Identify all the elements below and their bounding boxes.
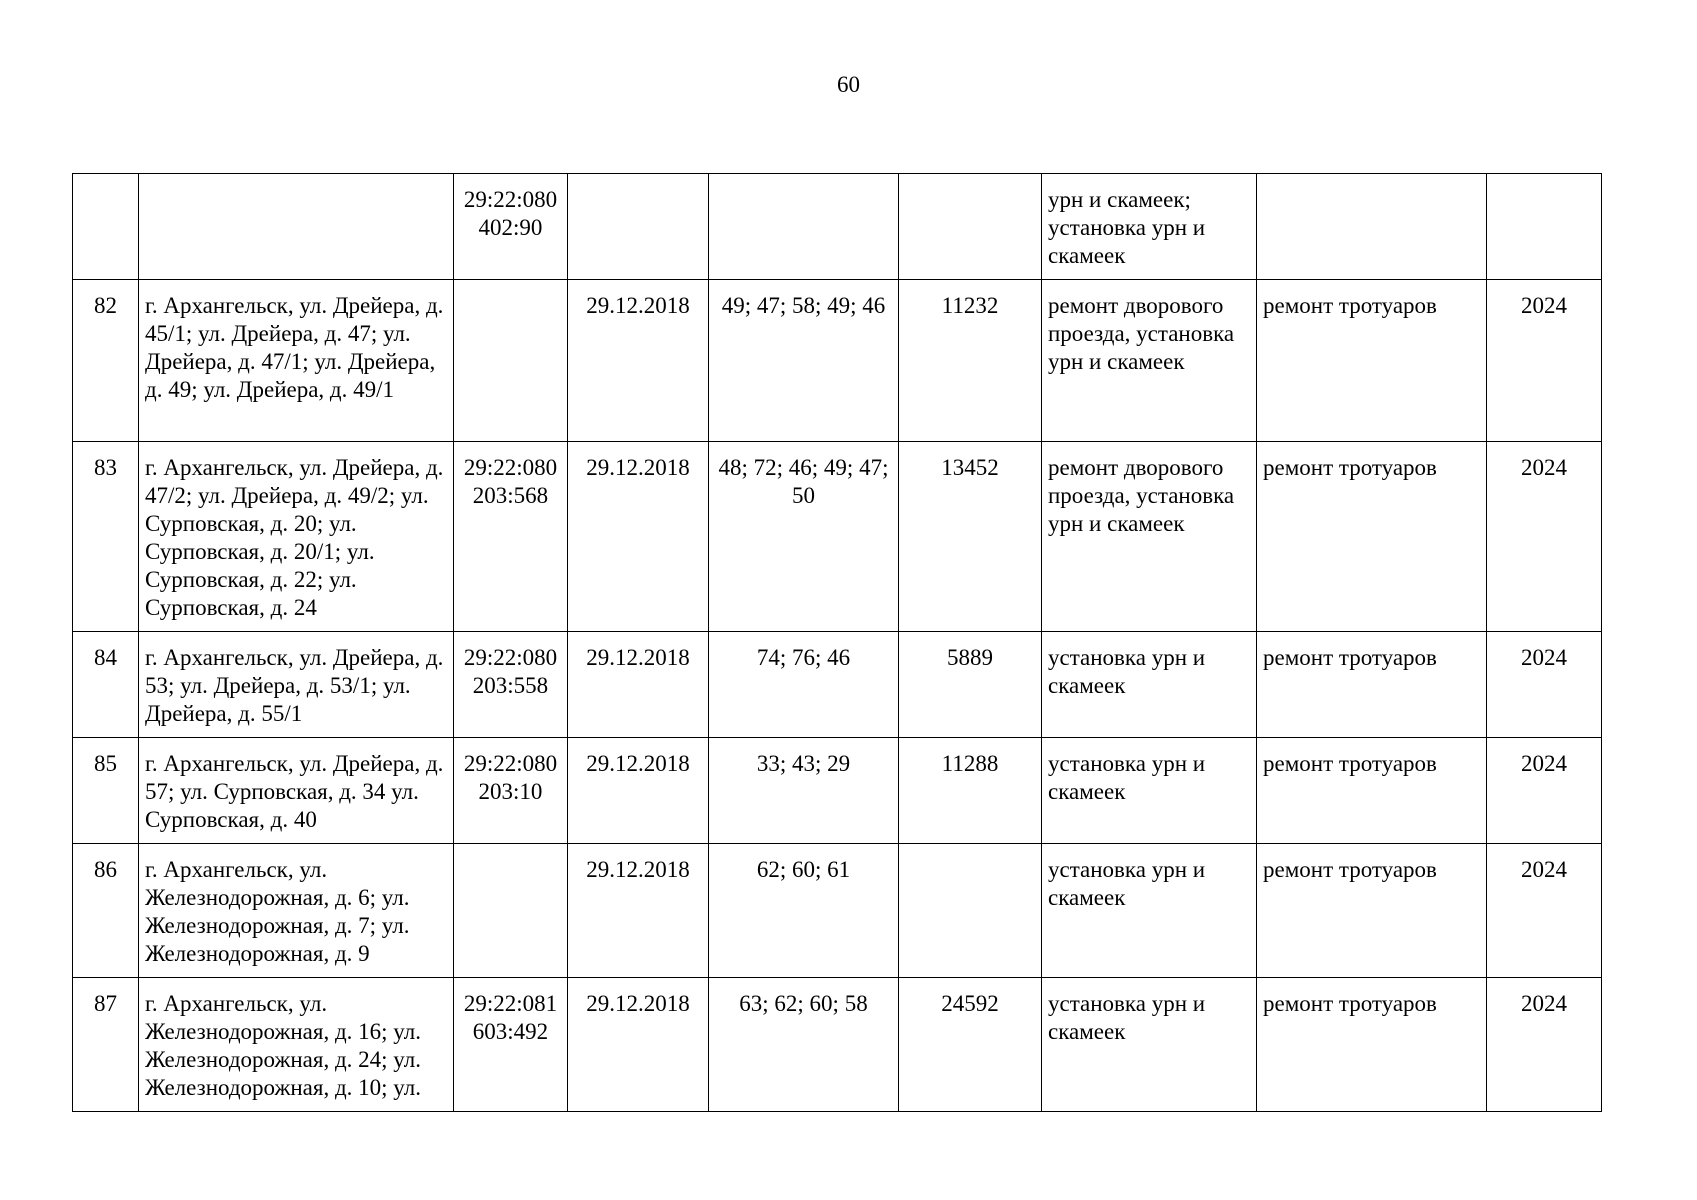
row-number: 83 (73, 442, 139, 632)
table-row (73, 174, 1602, 280)
additional-works-cell: ремонт тротуаров (1257, 280, 1487, 442)
date-cell: 29.12.2018 (568, 280, 709, 442)
houses-cell: 74; 76; 46 (709, 632, 899, 738)
table-row (73, 844, 1602, 978)
address-cell: г. Архангельск, ул. Дрейера, д. 47/2; ул. Дрейера, д. 49/2; ул. Сурповская, д. 20; ул. Сурповская, д. 20/1; ул. Сурповская, д. 22; ул. Сурповская, д. 24 (139, 442, 454, 632)
row-number: 84 (73, 632, 139, 738)
row-number: 87 (73, 978, 139, 1112)
date-cell: 29.12.2018 (568, 738, 709, 844)
year-cell (1487, 174, 1602, 280)
year-cell: 2024 (1487, 738, 1602, 844)
address-cell: г. Архангельск, ул. Дрейера, д. 53; ул. Дрейера, д. 53/1; ул. Дрейера, д. 55/1 (139, 632, 454, 738)
row-number: 82 (73, 280, 139, 442)
cadastral-number-cell: 29:22:080 203:10 (454, 738, 568, 844)
area-cell (899, 844, 1042, 978)
minimum-works-cell: урн и скамеек; установка урн и скамеек (1042, 174, 1257, 280)
area-cell: 13452 (899, 442, 1042, 632)
year-cell: 2024 (1487, 978, 1602, 1112)
address-cell: г. Архангельск, ул. Железнодорожная, д. 6; ул. Железнодорожная, д. 7; ул. Железнодорожная, д. 9 (139, 844, 454, 978)
additional-works-cell (1257, 174, 1487, 280)
minimum-works-cell: ремонт дворового проезда, установка урн и скамеек (1042, 280, 1257, 442)
year-cell: 2024 (1487, 442, 1602, 632)
additional-works-cell: ремонт тротуаров (1257, 844, 1487, 978)
houses-cell: 49; 47; 58; 49; 46 (709, 280, 899, 442)
minimum-works-cell: ремонт дворового проезда, установка урн и скамеек (1042, 442, 1257, 632)
cadastral-number-cell: 29:22:080 203:568 (454, 442, 568, 632)
date-cell: 29.12.2018 (568, 442, 709, 632)
year-cell: 2024 (1487, 632, 1602, 738)
houses-cell: 62; 60; 61 (709, 844, 899, 978)
minimum-works-cell: установка урн и скамеек (1042, 844, 1257, 978)
cadastral-number-cell: 29:22:080 402:90 (454, 174, 568, 280)
houses-cell: 48; 72; 46; 49; 47; 50 (709, 442, 899, 632)
area-cell: 5889 (899, 632, 1042, 738)
table-row (73, 632, 1602, 738)
address-cell: г. Архангельск, ул. Железнодорожная, д. 16; ул. Железнодорожная, д. 24; ул. Железнодорожная, д. 10; ул. (139, 978, 454, 1112)
table-row (73, 978, 1602, 1112)
cadastral-number-cell (454, 280, 568, 442)
area-cell: 24592 (899, 978, 1042, 1112)
address-cell: г. Архангельск, ул. Дрейера, д. 45/1; ул. Дрейера, д. 47; ул. Дрейера, д. 47/1; ул. Дрейера, д. 49; ул. Дрейера, д. 49/1 (139, 280, 454, 442)
address-cell: г. Архангельск, ул. Дрейера, д. 57; ул. Сурповская, д. 34 ул. Сурповская, д. 40 (139, 738, 454, 844)
page-number: 60 (837, 72, 860, 97)
address-cell (139, 174, 454, 280)
area-cell: 11232 (899, 280, 1042, 442)
table-row (73, 280, 1602, 442)
area-cell: 11288 (899, 738, 1042, 844)
improvement-table (72, 173, 1602, 1112)
row-number: 86 (73, 844, 139, 978)
row-number: 85 (73, 738, 139, 844)
houses-cell: 63; 62; 60; 58 (709, 978, 899, 1112)
area-cell (899, 174, 1042, 280)
cadastral-number-cell (454, 844, 568, 978)
table-row (73, 442, 1602, 632)
minimum-works-cell: установка урн и скамеек (1042, 632, 1257, 738)
row-number (73, 174, 139, 280)
cadastral-number-cell: 29:22:081 603:492 (454, 978, 568, 1112)
date-cell: 29.12.2018 (568, 844, 709, 978)
date-cell: 29.12.2018 (568, 978, 709, 1112)
houses-cell (709, 174, 899, 280)
additional-works-cell: ремонт тротуаров (1257, 978, 1487, 1112)
table-row (73, 738, 1602, 844)
minimum-works-cell: установка урн и скамеек (1042, 738, 1257, 844)
cadastral-number-cell: 29:22:080 203:558 (454, 632, 568, 738)
additional-works-cell: ремонт тротуаров (1257, 738, 1487, 844)
minimum-works-cell: установка урн и скамеек (1042, 978, 1257, 1112)
additional-works-cell: ремонт тротуаров (1257, 442, 1487, 632)
additional-works-cell: ремонт тротуаров (1257, 632, 1487, 738)
date-cell: 29.12.2018 (568, 632, 709, 738)
year-cell: 2024 (1487, 844, 1602, 978)
houses-cell: 33; 43; 29 (709, 738, 899, 844)
year-cell: 2024 (1487, 280, 1602, 442)
date-cell (568, 174, 709, 280)
